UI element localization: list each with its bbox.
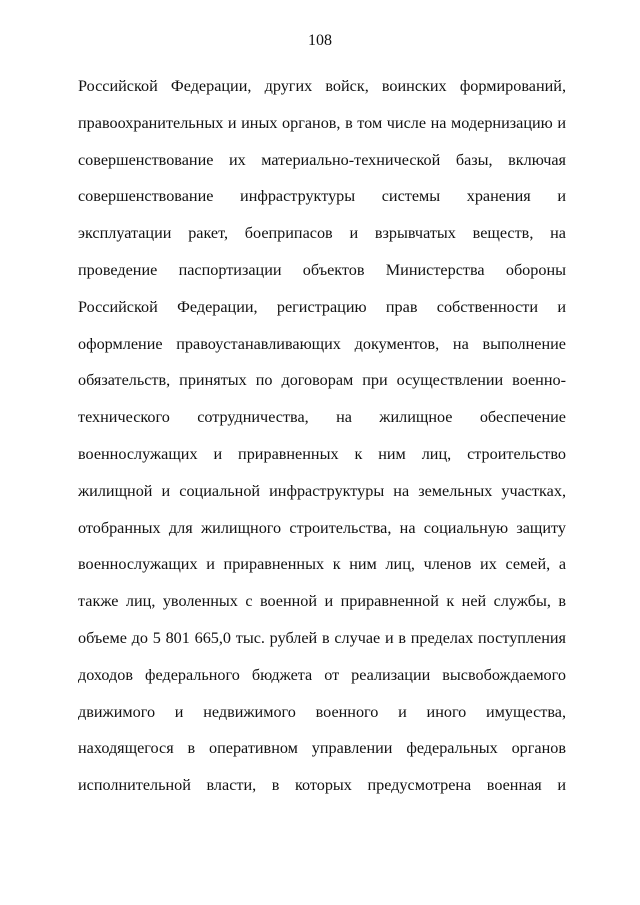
text-line: правоохранительных и иных органов, в том числе на модернизацию и [78, 113, 566, 132]
text-line: проведение паспортизации объектов Министерства обороны [78, 260, 566, 279]
text-line: оформление правоустанавливающих документов, на выполнение [78, 334, 566, 353]
text-line: совершенствование их материально-технической базы, включая [78, 150, 566, 169]
text-line: отобранных для жилищного строительства, на социальную защиту [78, 518, 566, 537]
text-line: также лиц, уволенных с военной и приравненной к ней службы, в [78, 592, 566, 611]
text-line: находящегося в оперативном управлении федеральных органов [78, 739, 566, 758]
text-line: движимого и недвижимого военного и иного имущества, [78, 702, 566, 721]
text-line: Российской Федерации, регистрацию прав собственности и [78, 297, 566, 316]
text-line: эксплуатации ракет, боеприпасов и взрывчатых веществ, на [78, 224, 566, 243]
text-line: исполнительной власти, в которых предусмотрена военная и [78, 776, 566, 795]
text-line: объеме до 5 801 665,0 тыс. рублей в случае и в пределах поступления [78, 628, 566, 647]
page-number: 108 [308, 32, 332, 49]
text-line: обязательств, принятых по договорам при осуществлении военно- [78, 371, 566, 390]
text-line: технического сотрудничества, на жилищное обеспечение [78, 408, 566, 427]
body-text [78, 68, 566, 804]
text-line: Российской Федерации, других войск, воинских формирований, [78, 77, 566, 95]
text-line: военнослужащих и приравненных к ним лиц, строительство [78, 444, 566, 463]
text-line: доходов федерального бюджета от реализации высвобождаемого [78, 665, 566, 684]
text-line: жилищной и социальной инфраструктуры на земельных участках, [78, 481, 566, 500]
text-line: совершенствование инфраструктуры системы хранения и [78, 187, 566, 206]
text-line: военнослужащих и приравненных к ним лиц, членов их семей, а [78, 555, 566, 574]
